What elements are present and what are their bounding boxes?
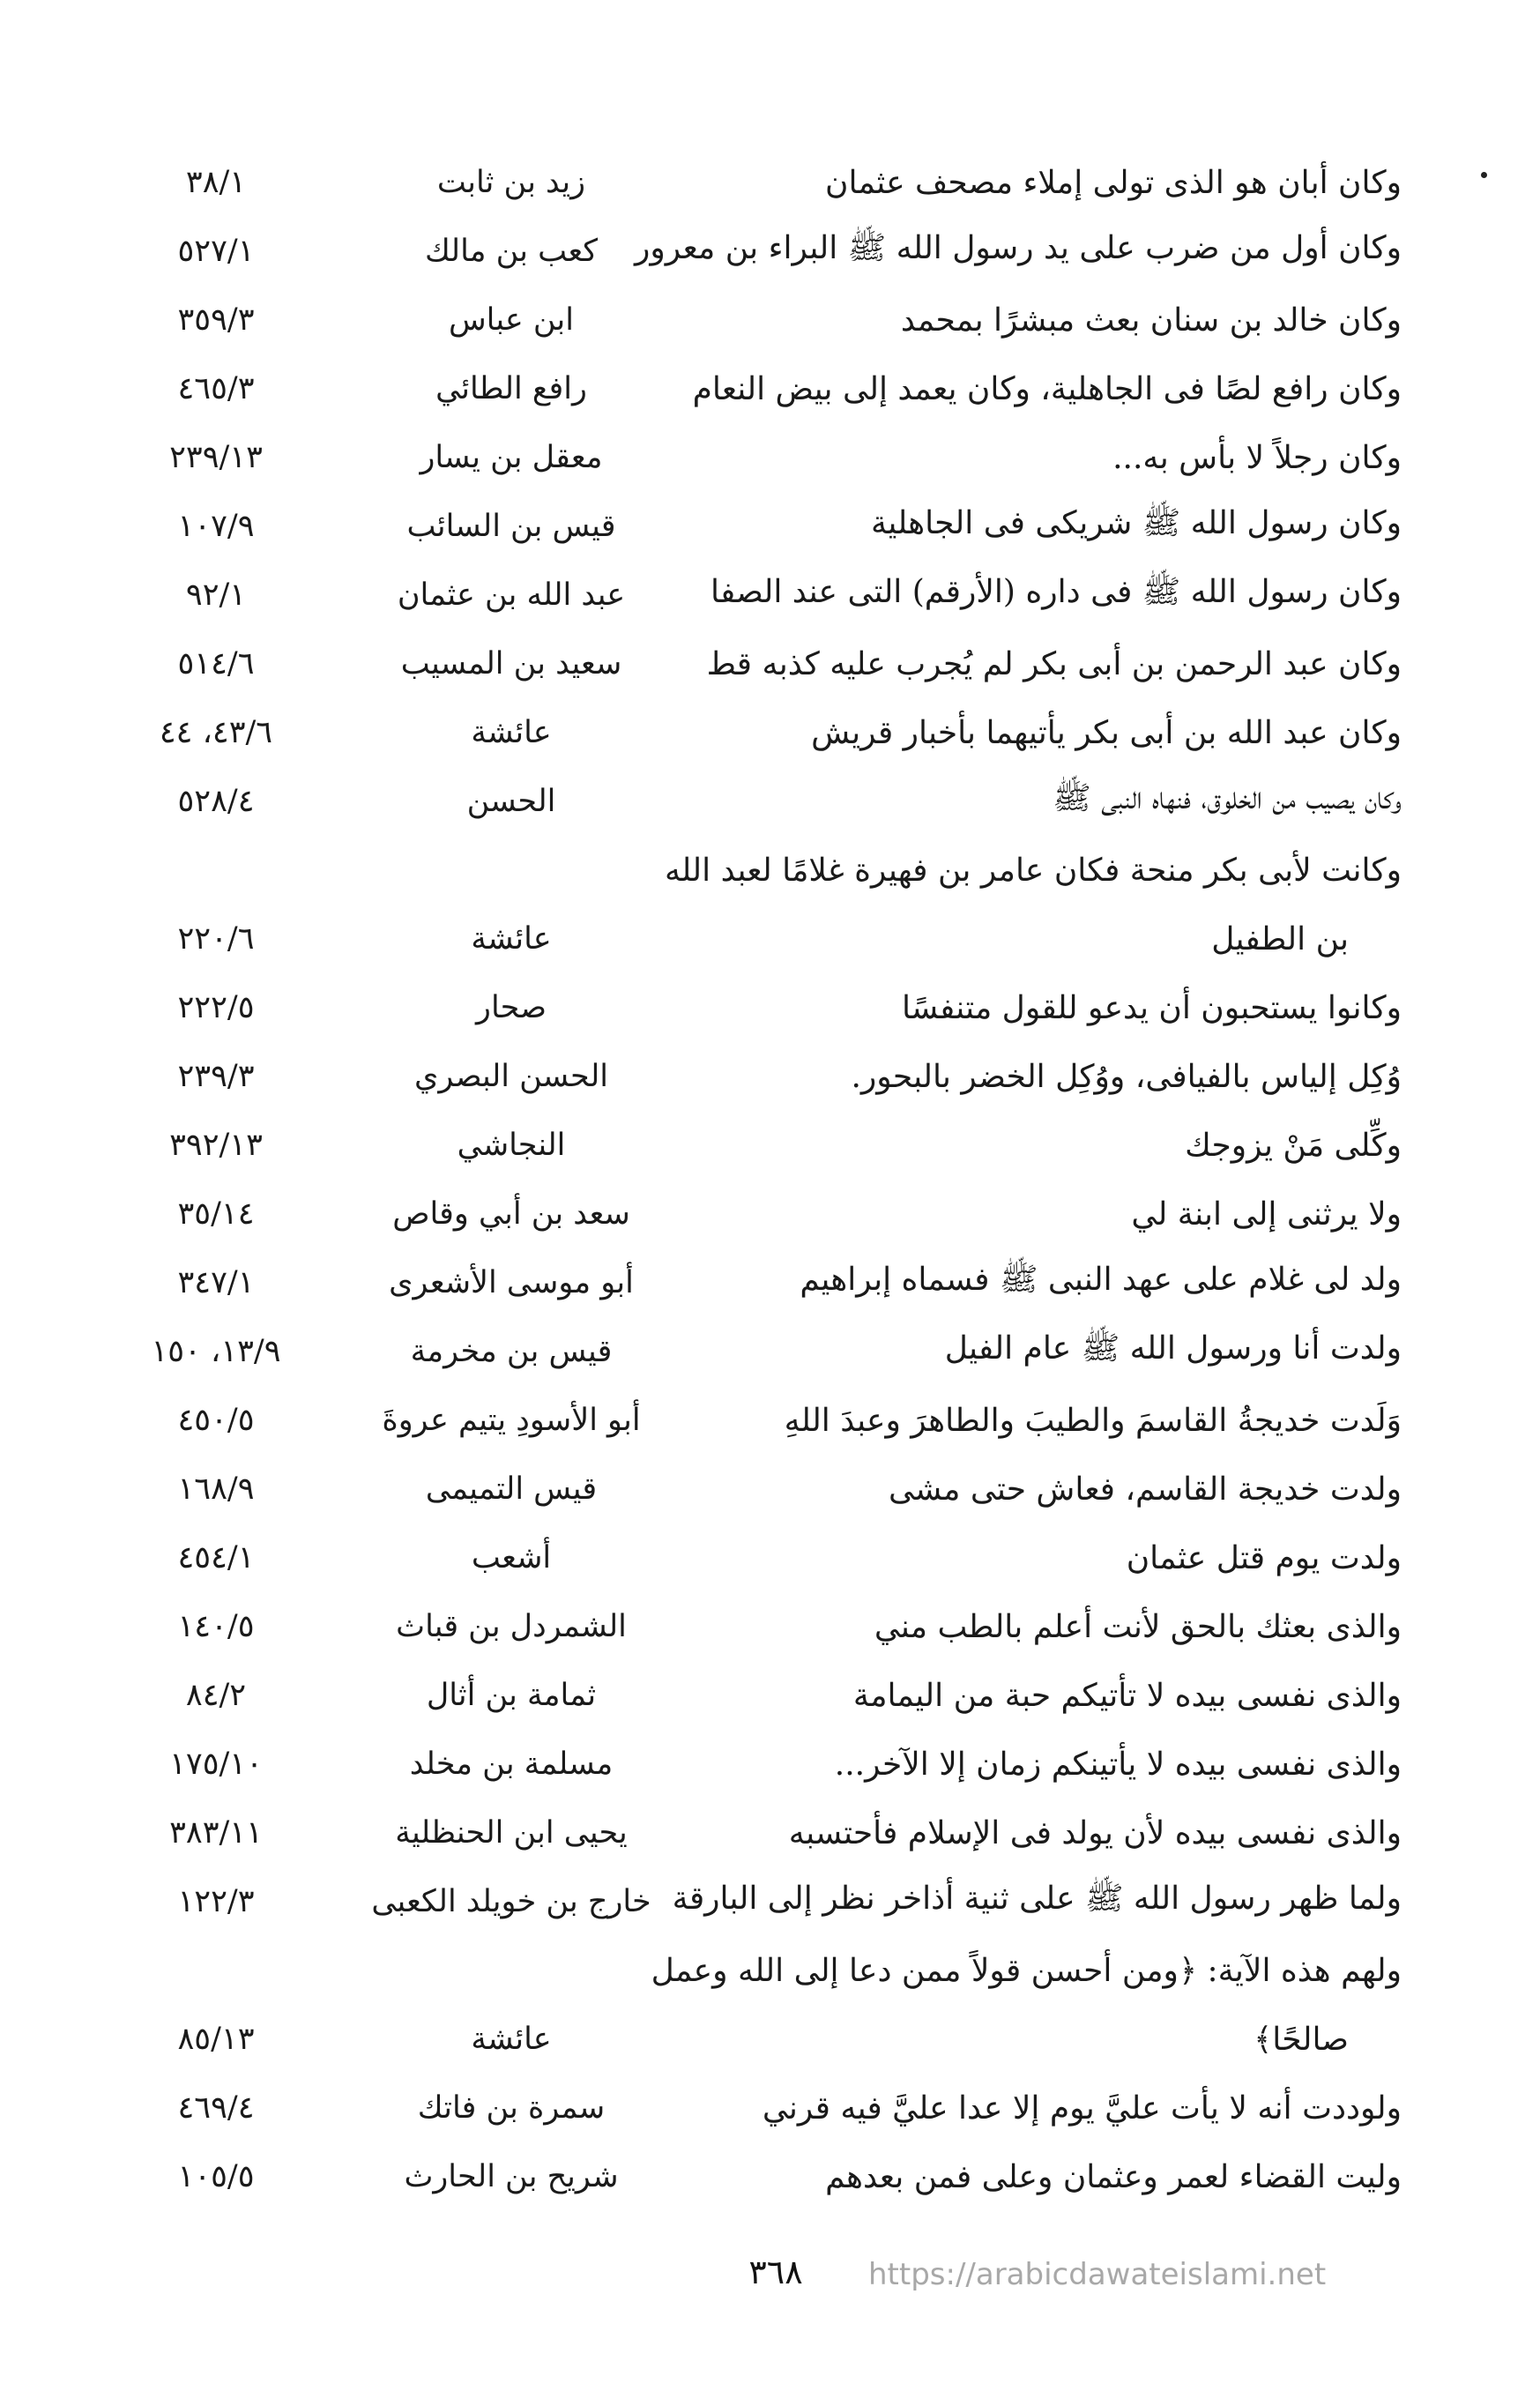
entry-row bbox=[97, 2074, 1402, 2142]
entry-narrator: سعيد بن المسيب bbox=[400, 646, 622, 682]
entry-row bbox=[97, 1180, 1402, 1248]
entry-text: ولوددت أنه لا يأت عليَّ يوم إلا عدا عليَّ فيه قرني bbox=[762, 2089, 1402, 2127]
entry-narrator: خارج بن خويلد الكعبى bbox=[371, 1884, 651, 1919]
entry-text: وكان رسول الله ﷺ شريكى فى الجاهلية bbox=[871, 505, 1402, 541]
entry-narrator: سعد بن أبي وقاص bbox=[392, 1196, 630, 1232]
index-entry bbox=[97, 836, 1402, 973]
entry-reference: ٤٥٤/١ bbox=[177, 1540, 255, 1575]
entry-reference: ٥٢٨/٤ bbox=[177, 784, 255, 819]
entry-text-continuation: صالحًا﴾ bbox=[1254, 2021, 1349, 2058]
index-entry bbox=[97, 492, 1402, 561]
index-entry bbox=[97, 1661, 1402, 1730]
entry-narrator: عائشة bbox=[471, 715, 552, 750]
entry-narrator: أبو موسى الأشعرى bbox=[389, 1265, 634, 1300]
entry-narrator: يحيى ابن الحنظلية bbox=[395, 1815, 628, 1851]
index-entry bbox=[97, 1455, 1402, 1523]
entry-narrator: صحار bbox=[476, 990, 547, 1025]
index-entry bbox=[97, 629, 1402, 698]
entry-narrator: أبو الأسودِ يتيم عروةَ bbox=[382, 1403, 641, 1438]
entry-text: وكان خالد بن سنان بعث مبشرًا بمحمد bbox=[900, 302, 1402, 339]
entry-row bbox=[97, 1661, 1402, 1730]
entry-narrator: زيد بن ثابت bbox=[436, 165, 586, 200]
index-entry bbox=[97, 286, 1402, 354]
entry-text: وكِّلى مَنْ يزوجك bbox=[1185, 1127, 1402, 1164]
entry-row bbox=[97, 629, 1402, 698]
entry-row bbox=[97, 1042, 1402, 1111]
entry-row bbox=[97, 286, 1402, 354]
entry-text: وَلَدت خديجةُ القاسمَ والطيبَ والطاهرَ وعبدَ اللهِ bbox=[784, 1402, 1402, 1439]
entry-row bbox=[97, 1386, 1402, 1455]
entry-text: والذى نفسى بيده لا تأتيكم حبة من اليمامة bbox=[852, 1677, 1402, 1714]
watermark-url: https://arabicdawateislami.net bbox=[868, 2257, 1327, 2292]
entry-text: وكان رسول الله ﷺ فى داره (الأرقم) التى عند الصفا bbox=[710, 574, 1402, 610]
entry-row bbox=[97, 1523, 1402, 1592]
entry-row bbox=[97, 1592, 1402, 1661]
entry-reference: ٩٢/١ bbox=[185, 577, 247, 613]
entry-reference: ١٢٢/٣ bbox=[177, 1884, 255, 1919]
entry-reference: ٣٨/١ bbox=[185, 165, 247, 200]
entry-row bbox=[97, 1730, 1402, 1799]
index-entry bbox=[97, 423, 1402, 492]
entry-reference: ٣٩٢/١٣ bbox=[169, 1128, 263, 1163]
entry-reference: ٤٦٥/٣ bbox=[177, 371, 255, 406]
index-entry bbox=[97, 1180, 1402, 1248]
entry-text: ولد لى غلام على عهد النبى ﷺ فسماه إبراهيم bbox=[800, 1262, 1402, 1298]
entry-text: وكانت لأبى بكر منحة فكان عامر بن فهيرة غلامًا لعبد الله bbox=[664, 852, 1402, 889]
entry-row bbox=[97, 1799, 1402, 1867]
index-entry bbox=[97, 1799, 1402, 1867]
entry-reference: ١٠٧/٩ bbox=[177, 509, 255, 544]
entry-reference: ٣٨٣/١١ bbox=[169, 1815, 263, 1851]
entry-text: ولهم هذه الآية: ﴿ومن أحسن قولاً ممن دعا إلى الله وعمل bbox=[651, 1952, 1402, 1989]
entry-text: وكانوا يستحبون أن يدعو للقول متنفسًا bbox=[901, 989, 1402, 1026]
index-entry bbox=[97, 973, 1402, 1042]
entry-text: والذى نفسى بيده لا يأتينكم زمان إلا الآخر... bbox=[834, 1746, 1402, 1783]
entry-row bbox=[97, 354, 1402, 423]
entry-narrator: الشمردل بن قباث bbox=[396, 1609, 627, 1644]
index-entry bbox=[97, 767, 1402, 836]
entry-narrator: النجاشي bbox=[457, 1128, 566, 1163]
entry-reference: ٤٣/٦، ٤٤ bbox=[159, 715, 273, 750]
entry-reference: ١٤٠/٥ bbox=[177, 1609, 255, 1644]
entry-row bbox=[97, 973, 1402, 1042]
entry-reference: ٢٣٩/٣ bbox=[177, 1059, 255, 1094]
entry-narrator: مسلمة بن مخلد bbox=[409, 1747, 614, 1782]
entry-narrator: قيس التميمى bbox=[425, 1471, 598, 1507]
entry-reference: ١٠٥/٥ bbox=[177, 2159, 255, 2194]
entry-reference: ١٣/٩، ١٥٠ bbox=[151, 1334, 281, 1369]
entry-row bbox=[97, 1248, 1402, 1317]
entry-row bbox=[97, 561, 1402, 629]
entry-narrator: الحسن البصري bbox=[414, 1059, 608, 1094]
entry-text: ولا يرثنى إلى ابنة لي bbox=[1131, 1196, 1402, 1233]
entry-narrator: عبد الله بن عثمان bbox=[397, 577, 626, 613]
entry-text: والذى نفسى بيده لأن يولد فى الإسلام فأحتسبه bbox=[788, 1814, 1402, 1851]
entry-text: وكان رافع لصًا فى الجاهلية، وكان يعمد إلى بيض النعام bbox=[692, 370, 1402, 407]
index-entry bbox=[97, 1111, 1402, 1180]
entry-row bbox=[97, 423, 1402, 492]
index-entry bbox=[97, 148, 1402, 217]
index-entry bbox=[97, 1523, 1402, 1592]
entry-reference: ٢٢٢/٥ bbox=[177, 990, 255, 1025]
index-entry bbox=[97, 354, 1402, 423]
entry-row bbox=[97, 1867, 1402, 1936]
entry-reference: ٥٢٧/١ bbox=[177, 234, 255, 269]
entry-reference: ٥١٤/٦ bbox=[177, 646, 255, 682]
index-entry bbox=[97, 217, 1402, 286]
entry-text-continuation: بن الطفيل bbox=[1211, 920, 1349, 957]
entry-reference: ١٧٥/١٠ bbox=[169, 1747, 263, 1782]
entry-narrator: قيس بن السائب bbox=[406, 509, 616, 544]
entry-text: وكان عبد الله بن أبى بكر يأتيهما بأخبار قريش bbox=[811, 714, 1402, 751]
entry-narrator: قيس بن مخرمة bbox=[410, 1334, 613, 1369]
entry-row bbox=[97, 2142, 1402, 2211]
entry-reference: ٣٥/١٤ bbox=[177, 1196, 255, 1232]
entry-narrator: شريح بن الحارث bbox=[404, 2159, 619, 2194]
entry-narrator: عائشة bbox=[471, 2022, 552, 2057]
entry-row bbox=[97, 767, 1402, 836]
entry-text: ولدت خديجة القاسم، فعاش حتى مشى bbox=[889, 1471, 1402, 1508]
entry-narrator: ثمامة بن أثال bbox=[426, 1678, 597, 1713]
entry-row bbox=[97, 1111, 1402, 1180]
entry-reference: ٨٥/١٣ bbox=[177, 2022, 255, 2057]
index-entry bbox=[97, 1317, 1402, 1386]
entry-text: ولما ظهر رسول الله ﷺ على ثنية أذاخر نظر إلى البارقة bbox=[672, 1881, 1402, 1917]
entry-reference: ٣٤٧/١ bbox=[177, 1265, 255, 1300]
index-entry bbox=[97, 1592, 1402, 1661]
index-list bbox=[97, 148, 1402, 2211]
entry-reference: ١٦٨/٩ bbox=[177, 1471, 255, 1507]
entry-narrator: معقل بن يسار bbox=[420, 440, 603, 475]
entry-text: وكان عبد الرحمن بن أبى بكر لم يُجرب عليه كذبه قط bbox=[706, 645, 1402, 682]
entry-text: وكان يصيب من الخلوق، فنهاه النبى ﷺ bbox=[1053, 780, 1402, 816]
index-entry bbox=[97, 2074, 1402, 2142]
entry-text: وليت القضاء لعمر وعثمان وعلى فمن بعدهم bbox=[825, 2158, 1402, 2195]
entry-narrator: كعب بن مالك bbox=[424, 234, 599, 269]
entry-row bbox=[97, 148, 1402, 217]
entry-text: ولدت يوم قتل عثمان bbox=[1126, 1539, 1402, 1576]
index-entry bbox=[97, 1936, 1402, 2074]
entry-narrator: أشعب bbox=[471, 1540, 552, 1575]
index-entry bbox=[97, 1042, 1402, 1111]
entry-reference: ٤٦٩/٤ bbox=[177, 2090, 255, 2126]
entry-row bbox=[97, 492, 1402, 561]
index-entry bbox=[97, 1730, 1402, 1799]
entry-row bbox=[97, 217, 1402, 286]
entry-row bbox=[97, 2005, 1402, 2074]
entry-text: وُكِل إلياس بالفيافى، ووُكِل الخضر بالبحور. bbox=[851, 1058, 1402, 1095]
entry-reference: ٨٤/٢ bbox=[185, 1678, 247, 1713]
entry-narrator: ابن عباس bbox=[448, 302, 575, 338]
entry-row bbox=[97, 1317, 1402, 1386]
entry-text: ولدت أنا ورسول الله ﷺ عام الفيل bbox=[944, 1330, 1402, 1367]
entry-row bbox=[97, 836, 1402, 905]
entry-narrator: عائشة bbox=[471, 921, 552, 957]
index-entry bbox=[97, 698, 1402, 767]
margin-dot bbox=[1481, 172, 1487, 178]
index-entry bbox=[97, 1386, 1402, 1455]
index-entry bbox=[97, 1248, 1402, 1317]
entry-reference: ٢٣٩/١٣ bbox=[169, 440, 263, 475]
entry-narrator: سمرة بن فاتك bbox=[417, 2090, 606, 2126]
entry-narrator: الحسن bbox=[466, 784, 556, 819]
entry-text: وكان أبان هو الذى تولى إملاء مصحف عثمان bbox=[825, 164, 1402, 201]
entry-text: والذى بعثك بالحق لأنت أعلم بالطب مني bbox=[874, 1608, 1402, 1645]
entry-reference: ٤٥٠/٥ bbox=[177, 1403, 255, 1438]
entry-row bbox=[97, 698, 1402, 767]
entry-text: وكان رجلاً لا بأس به... bbox=[1112, 439, 1402, 476]
entry-reference: ٣٥٩/٣ bbox=[177, 302, 255, 338]
entry-row bbox=[97, 1936, 1402, 2005]
index-entry bbox=[97, 561, 1402, 629]
index-entry bbox=[97, 2142, 1402, 2211]
entry-narrator: رافع الطائي bbox=[435, 371, 587, 406]
page-number: ٣٦٨ bbox=[748, 2253, 803, 2291]
index-entry bbox=[97, 1867, 1402, 1936]
entry-reference: ٢٢٠/٦ bbox=[177, 921, 255, 957]
entry-text: وكان أول من ضرب على يد رسول الله ﷺ البراء بن معرور bbox=[635, 230, 1402, 266]
entry-row bbox=[97, 1455, 1402, 1523]
entry-row bbox=[97, 905, 1402, 973]
